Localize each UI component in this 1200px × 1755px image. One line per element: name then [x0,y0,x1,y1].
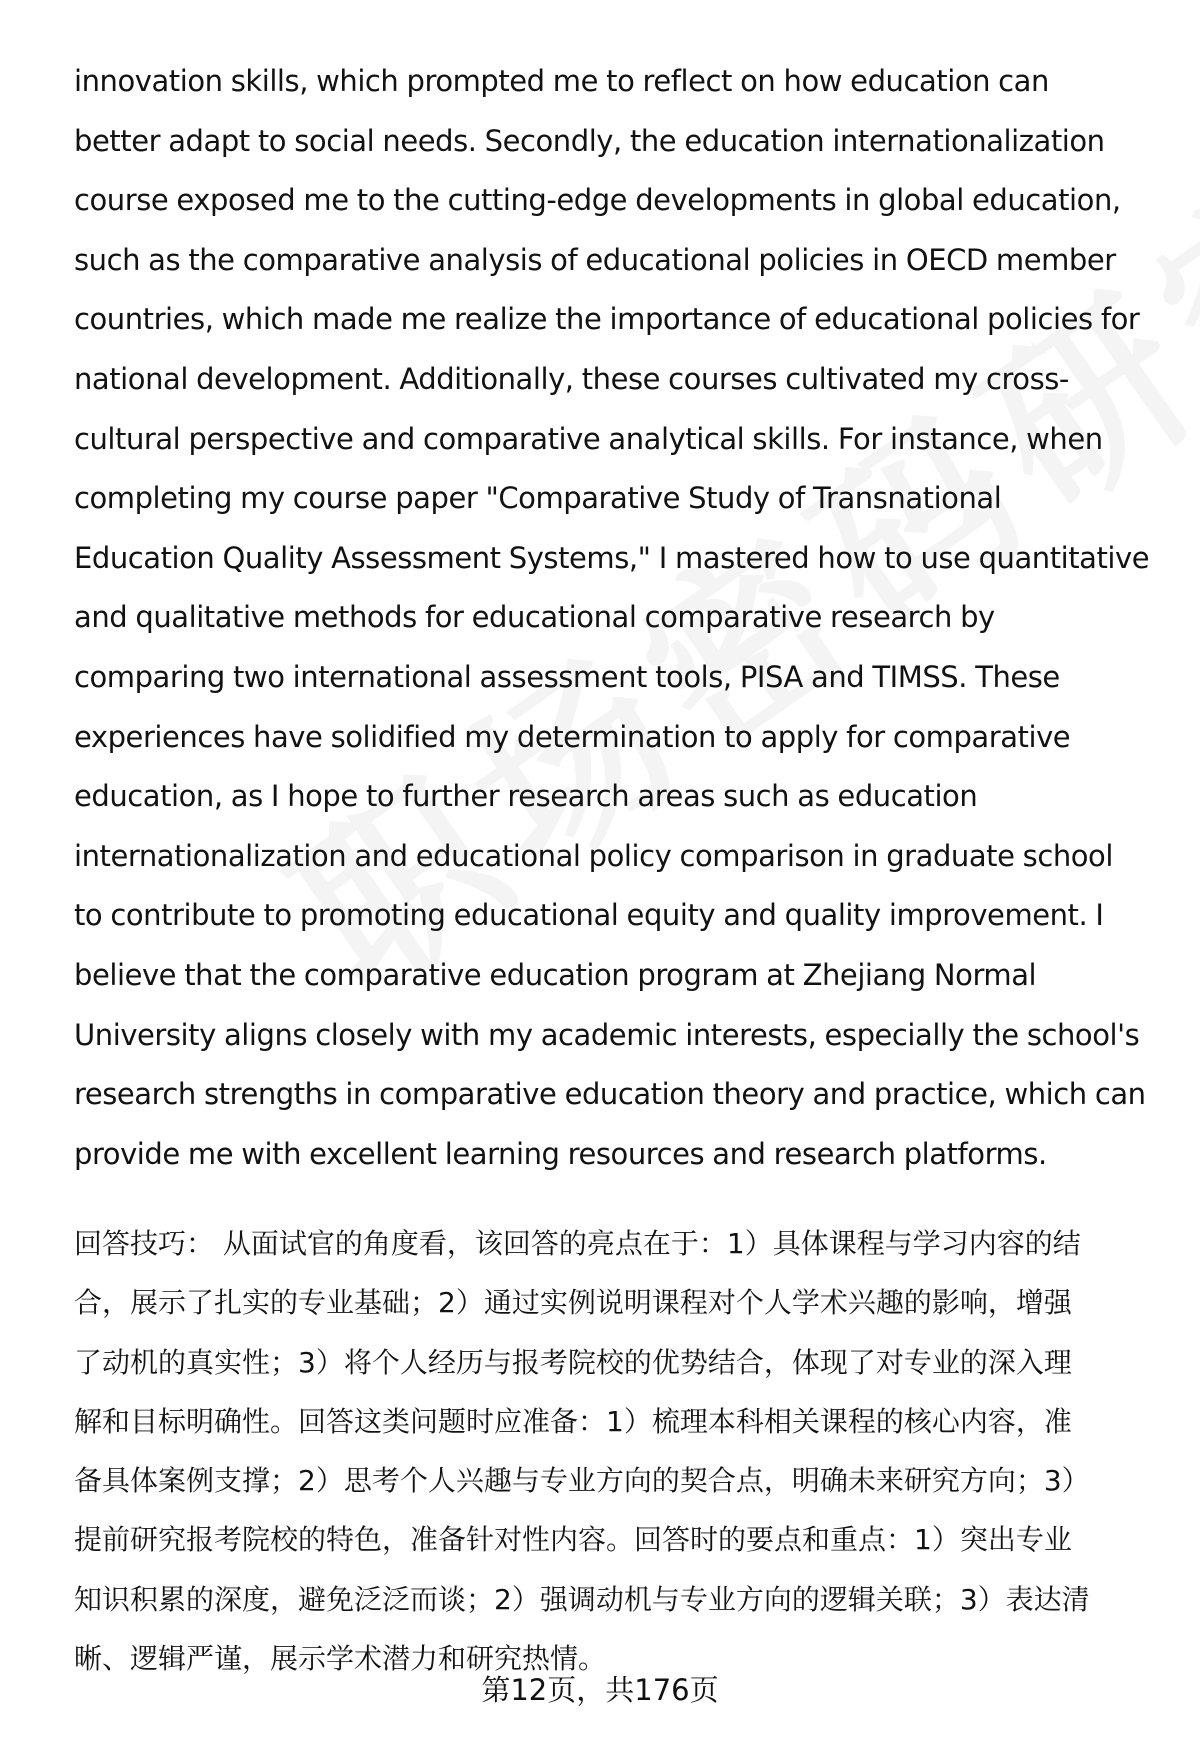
answer-line: internationalization and educational policy comparison in graduate school [74,838,1113,873]
tip-line: 备具体案例支撑；2）思考个人兴趣与专业方向的契合点，明确未来研究方向；3） [74,1464,1090,1498]
page-number: 第12页，共176页 [481,1673,719,1707]
answer-paragraph [74,52,1154,1184]
answer-line: research strengths in comparative education theory and practice, which can [74,1077,1146,1112]
answer-line: cultural perspective and comparative analytical skills. For instance, when [74,421,1103,456]
answer-line: experiences have solidified my determination to apply for comparative [74,719,1071,754]
answer-line: to contribute to promoting educational equity and quality improvement. I [74,898,1104,933]
answer-line: and qualitative methods for educational comparative research by [74,600,995,635]
tip-line: 合，展示了扎实的专业基础；2）通过实例说明课程对个人学术兴趣的影响，增强 [74,1286,1072,1320]
answer-line: innovation skills, which prompted me to reflect on how education can [74,64,1049,98]
answer-line: such as the comparative analysis of educational policies in OECD member [74,242,1116,277]
answer-line: national development. Additionally, these courses cultivated my cross- [74,361,1069,396]
answer-line: education, as I hope to further research areas such as education [74,779,978,814]
answer-line: countries, which made me realize the importance of educational policies for [74,302,1140,337]
answer-tips-paragraph [74,1214,1154,1688]
answer-line: believe that the comparative education program at Zhejiang Normal [74,957,1037,992]
tip-line: 提前研究报考院校的特色，准备针对性内容。回答时的要点和重点：1）突出专业 [74,1523,1072,1557]
tip-line: 晰、逻辑严谨，展示学术潜力和研究热情。 [74,1642,607,1676]
tip-line: 知识积累的深度，避免泛泛而谈；2）强调动机与专业方向的逻辑关联；3）表达清 [74,1582,1090,1616]
answer-line: comparing two international assessment tools, PISA and TIMSS. These [74,659,1060,694]
answer-line: provide me with excellent learning resources and research platforms. [74,1136,1047,1171]
answer-line: University aligns closely with my academic interests, especially the school's [74,1017,1140,1052]
answer-line: completing my course paper "Comparative Study of Transnational [74,481,1002,516]
tip-line: 回答技巧： 从面试官的角度看，该回答的亮点在于：1）具体课程与学习内容的结 [74,1227,1081,1260]
tip-line: 了动机的真实性；3）将个人经历与报考院校的优势结合，体现了对专业的深入理 [74,1345,1072,1379]
tip-line: 解和目标明确性。回答这类问题时应准备：1）梳理本科相关课程的核心内容，准 [74,1404,1072,1438]
answer-line: Education Quality Assessment Systems," I mastered how to use quantitative [74,540,1150,575]
answer-line: course exposed me to the cutting-edge developments in global education, [74,183,1121,218]
answer-line: better adapt to social needs. Secondly, the education internationalization [74,123,1105,158]
